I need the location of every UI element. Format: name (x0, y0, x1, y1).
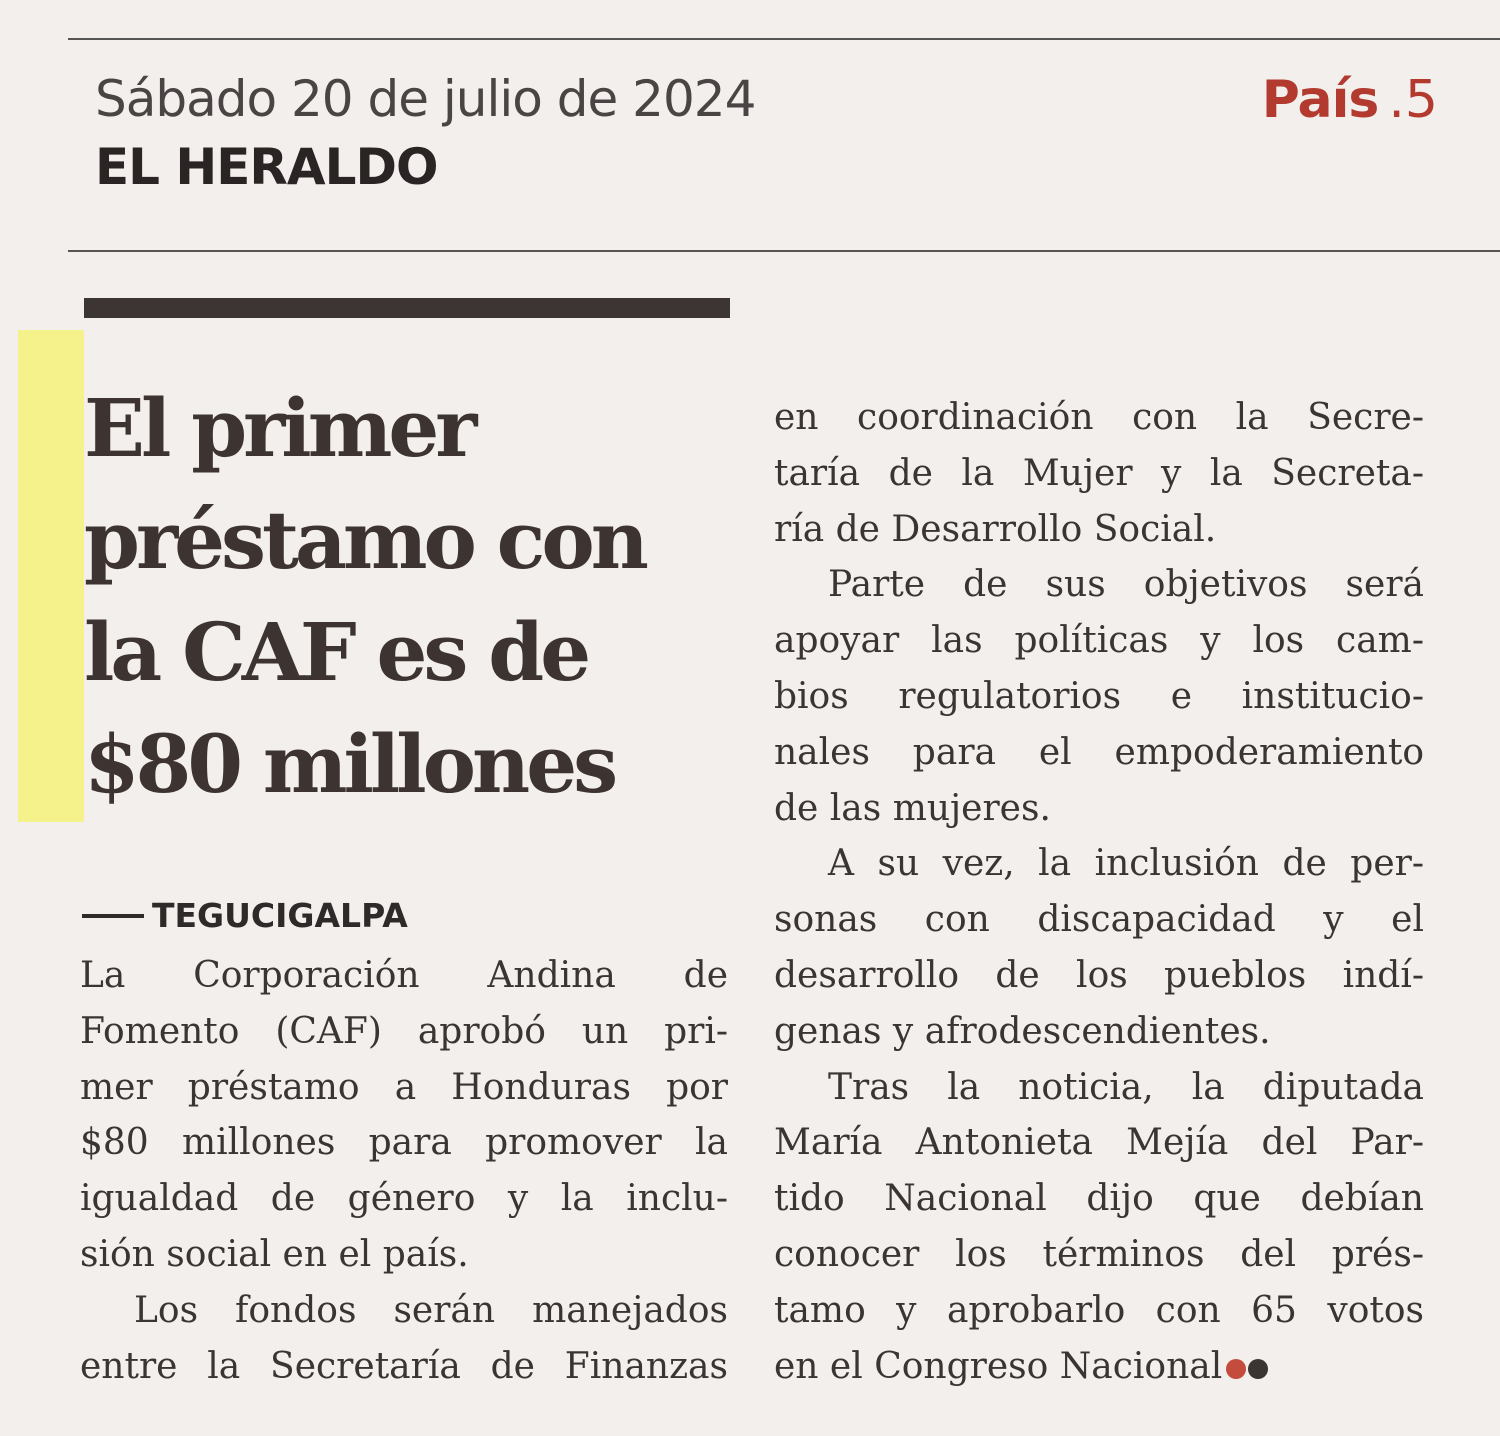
end-mark-red-dot (1226, 1359, 1246, 1379)
dateline-dash (82, 914, 144, 918)
text-line: ría de Desarrollo Social. (774, 508, 1217, 550)
text-line: igualdad de género y la inclu- (80, 1178, 728, 1220)
article-column-left (80, 948, 728, 1394)
headline-bar (84, 298, 730, 318)
text-line: A su vez, la inclusión de per- (828, 843, 1424, 885)
text-line: genas y afrodescendientes. (774, 1010, 1271, 1052)
top-rule (68, 38, 1500, 40)
text-line: $80 millones para promover la (80, 1122, 728, 1164)
text-line: María Antonieta Mejía del Par- (774, 1122, 1424, 1164)
article-column-right (774, 390, 1424, 1394)
headline-line: $80 millones (84, 717, 615, 811)
text-line: Los fondos serán manejados (134, 1289, 728, 1331)
dateline-text: TEGUCIGALPA (152, 896, 408, 935)
text-line: apoyar las políticas y los cam- (774, 620, 1424, 662)
header-rule (68, 250, 1500, 252)
headline-line: préstamo con (84, 493, 645, 587)
end-mark-dark-dot (1248, 1359, 1268, 1379)
text-line: nales para el empoderamiento (774, 731, 1424, 773)
dateline (82, 896, 408, 935)
text-line: sión social en el país. (80, 1233, 469, 1275)
text-line: La Corporación Andina de (80, 955, 728, 996)
text-line: Parte de sus objetivos será (828, 564, 1424, 606)
page-number: .5 (1388, 70, 1438, 130)
text-line: tamo y aprobarlo con 65 votos (774, 1289, 1424, 1331)
text-line: Tras la noticia, la diputada (828, 1066, 1424, 1108)
section-name: País (1261, 70, 1379, 130)
final-line-text: en el Congreso Nacional (774, 1345, 1223, 1387)
headline-line: la CAF es de (84, 605, 588, 699)
text-line: taría de la Mujer y la Secreta- (774, 452, 1424, 494)
publication-date: Sábado 20 de julio de 2024 (95, 70, 756, 128)
text-line: de las mujeres. (774, 787, 1051, 829)
text-line (774, 1339, 1424, 1395)
text-line: entre la Secretaría de Finanzas (80, 1345, 728, 1387)
text-line: Fomento (CAF) aprobó un pri- (80, 1010, 728, 1052)
text-line: en coordinación con la Secre- (774, 397, 1424, 438)
text-line: mer préstamo a Honduras por (80, 1066, 728, 1108)
text-line: desarrollo de los pueblos indí- (774, 954, 1424, 996)
headline-line: El primer (84, 381, 474, 475)
text-line: conocer los términos del prés- (774, 1233, 1424, 1275)
text-line: sonas con discapacidad y el (774, 899, 1424, 941)
newspaper-name: EL HERALDO (95, 138, 438, 196)
text-line: bios regulatorios e institucio- (774, 675, 1424, 717)
article-headline (84, 372, 744, 820)
section-label (1262, 70, 1438, 130)
highlighter-mark (18, 330, 84, 822)
text-line: tido Nacional dijo que debían (774, 1178, 1424, 1220)
